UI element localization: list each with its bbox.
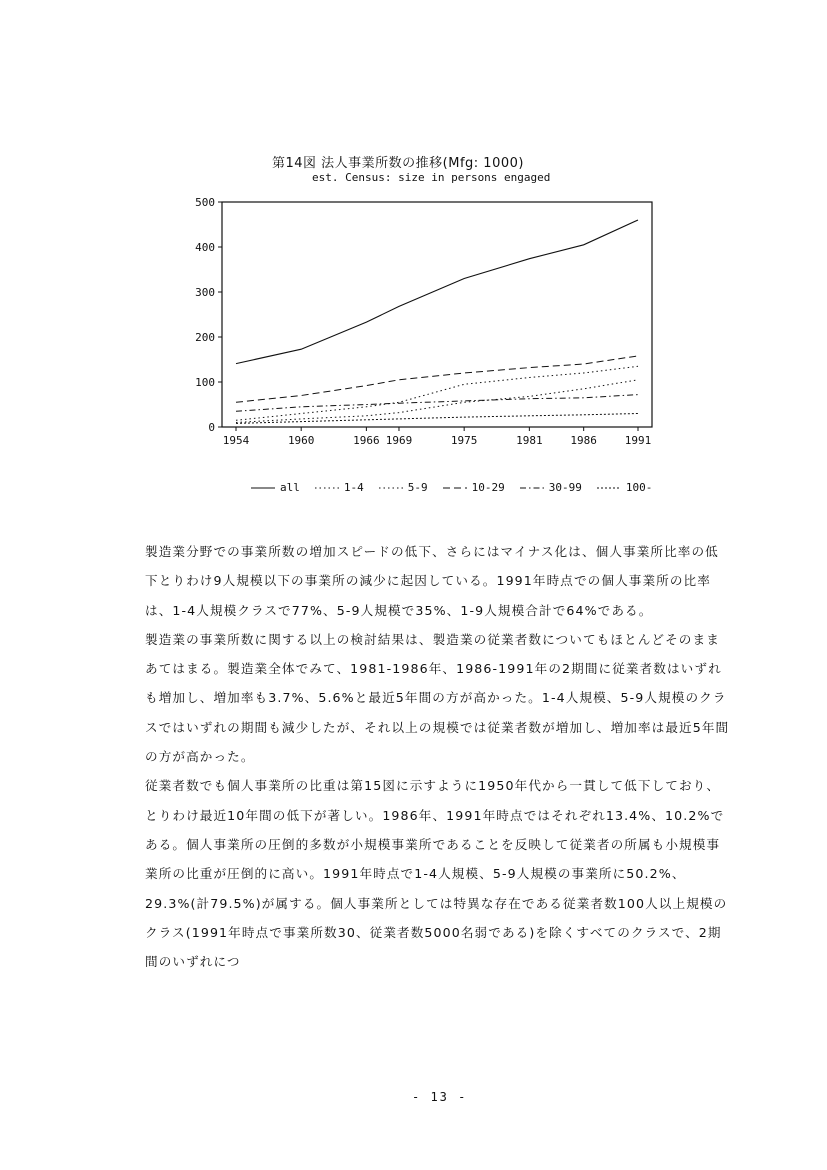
figure-subtitle: est. Census: size in persons engaged bbox=[312, 171, 551, 184]
line-chart bbox=[178, 192, 668, 454]
x-tick-label-1960: 1960 bbox=[287, 434, 315, 447]
legend-item-1-4 bbox=[314, 481, 364, 494]
legend-item-5-9 bbox=[378, 481, 428, 494]
legend-swatch-30-99 bbox=[519, 484, 545, 492]
body-text bbox=[145, 537, 730, 976]
legend-swatch-all bbox=[250, 484, 276, 492]
x-tick-label-1981: 1981 bbox=[516, 434, 543, 447]
x-tick-label-1975: 1975 bbox=[450, 434, 478, 447]
legend-label-10-29: 10-29 bbox=[471, 481, 505, 494]
y-tick-label-200: 200 bbox=[195, 331, 215, 344]
y-tick-label-400: 400 bbox=[195, 241, 215, 254]
y-tick-label-500: 500 bbox=[195, 196, 215, 209]
x-tick-label-1991: 1991 bbox=[624, 434, 652, 447]
paragraph-3: 従業者数でも個人事業所の比重は第15図に示すように1950年代から一貫して低下しており、とりわけ最近10年間の低下が著しい。1986年、1991年時点ではそれぞれ13.4%、10.2%である。個人事業所の圧倒的多数が小規模事業所であることを反映して従業者の所属も小規模事業所の比重が圧倒的に高い。1991年時点で1-4人規模、5-9人規模の事業所に50.2%、29.3%(計79.5%)が属する。個人事業所としては特異な存在である従業者数100人以上規模のクラス(1991年時点で事業所数30、従業者数5000名弱である)を除くすべてのクラスで、2期間のいずれにつ bbox=[145, 778, 728, 970]
figure-title: 第14図 法人事業所数の推移(Mfg: 1000) bbox=[272, 156, 524, 171]
x-tick-label-1966: 1966 bbox=[353, 434, 380, 447]
y-tick-label-300: 300 bbox=[195, 286, 215, 299]
page-number: - 13 - bbox=[412, 1090, 468, 1104]
x-tick-label-1954: 1954 bbox=[222, 434, 250, 447]
x-tick-label-1969: 1969 bbox=[385, 434, 413, 447]
paragraph-1: 製造業分野での事業所数の増加スピードの低下、さらにはマイナス化は、個人事業所比率の低下とりわけ9人規模以下の事業所の減少に起因している。1991年時点での個人事業所の比率は、1-4人規模クラスで77%、5-9人規模で35%、1-9人規模合計で64%である。 bbox=[145, 544, 719, 618]
legend-item-30-99 bbox=[519, 481, 582, 494]
legend-swatch-100- bbox=[596, 484, 622, 492]
series-line-30-99 bbox=[236, 395, 638, 412]
paragraph-2: 製造業の事業所数に関する以上の検討結果は、製造業の従業者数についてもほとんどそのままあてはまる。製造業全体でみて、1981-1986年、1986-1991年の2期間に従業者数はいずれも増加し、増加率も3.7%、5.6%と最近5年間の方が高かった。1-4人規模、5-9人規模のクラスではいずれの期間も減少したが、それ以上の規模では従業者数が増加し、増加率は最近5年間の方が高かった。 bbox=[145, 631, 730, 765]
legend-swatch-10-29 bbox=[442, 484, 468, 492]
y-tick-label-0: 0 bbox=[208, 421, 215, 434]
x-tick-label-1986: 1986 bbox=[570, 434, 597, 447]
legend-label-all: all bbox=[280, 481, 300, 494]
legend-label-30-99: 30-99 bbox=[548, 481, 582, 494]
legend-swatch-5-9 bbox=[378, 484, 404, 492]
series-line-5-9 bbox=[236, 380, 638, 423]
series-line-all bbox=[236, 220, 638, 364]
legend-swatch-1-4 bbox=[314, 484, 340, 492]
legend-label-5-9: 5-9 bbox=[407, 481, 428, 494]
legend-label-100-: 100- bbox=[625, 481, 653, 494]
legend-item-10-29 bbox=[442, 481, 505, 494]
plot-frame bbox=[222, 202, 652, 427]
legend-item-100- bbox=[596, 481, 653, 494]
y-tick-label-100: 100 bbox=[195, 376, 215, 389]
legend-item-all bbox=[250, 481, 300, 494]
chart-legend bbox=[250, 481, 652, 494]
legend-label-1-4: 1-4 bbox=[343, 481, 364, 494]
series-line-1-4 bbox=[236, 366, 638, 420]
series-line-10-29 bbox=[236, 356, 638, 402]
series-line-100- bbox=[236, 414, 638, 424]
